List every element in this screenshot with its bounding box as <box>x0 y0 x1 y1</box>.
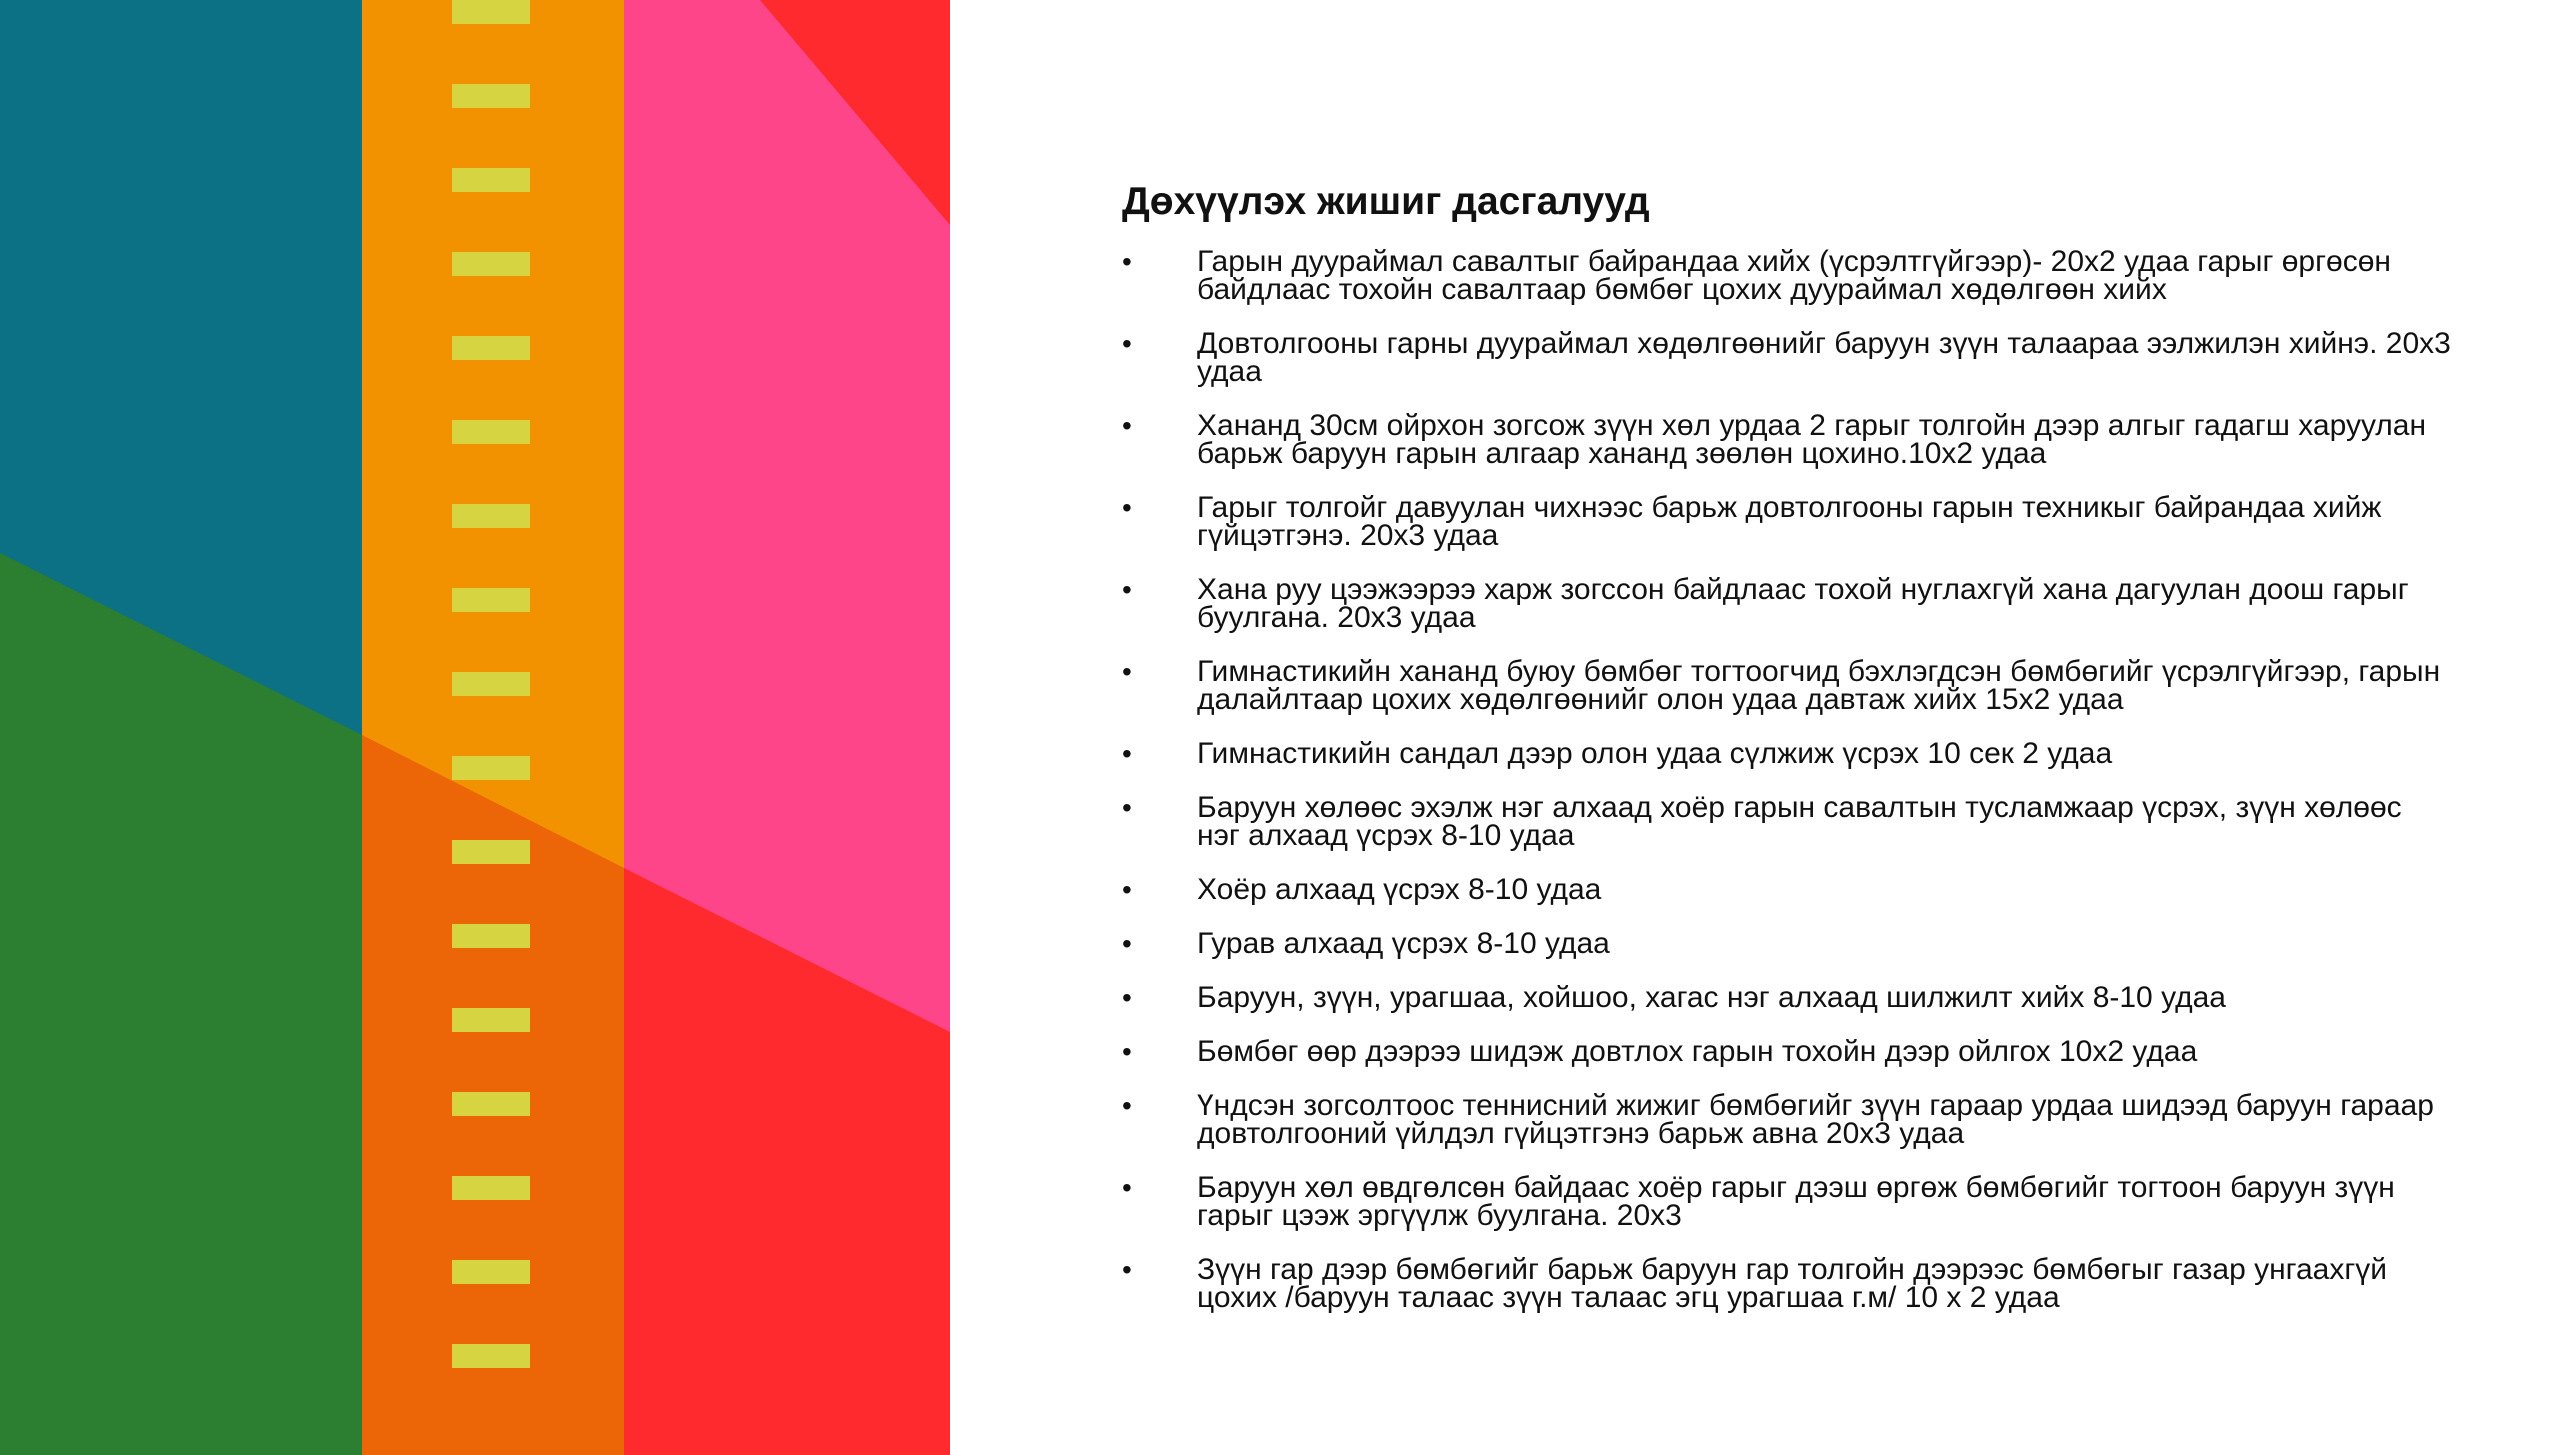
list-item <box>1122 1253 2452 1314</box>
bullet-icon: • <box>1122 928 1132 959</box>
list-item <box>1122 409 2452 470</box>
list-item-text: Хана руу цээжээрээ харж зогссон байдлаас тохой нуглахгүй хана дагуулан доош гарыг буулгана. 20х3 удаа <box>1197 573 2409 634</box>
bullet-icon: • <box>1122 574 1132 605</box>
bullet-icon: • <box>1122 874 1132 905</box>
bullet-icon: • <box>1122 410 1132 441</box>
stripe-dash <box>452 1260 530 1284</box>
list-item <box>1122 1171 2452 1232</box>
list-item-text: Довтолгооны гарны дуураймал хөдөлгөөнийг баруун зүүн талаараа ээлжилэн хийнэ. 20х3 удаа <box>1197 327 2451 388</box>
geometric-background-art <box>0 0 950 1455</box>
list-item <box>1122 737 2452 770</box>
list-item <box>1122 245 2452 306</box>
list-item-text: Гурав алхаад үсрэх 8-10 удаа <box>1197 927 1610 960</box>
list-item <box>1122 791 2452 852</box>
list-item-text: Хоёр алхаад үсрэх 8-10 удаа <box>1197 873 1602 906</box>
list-item-text: Гарын дуураймал савалтыг байрандаа хийх (үсрэлтгүйгээр)- 20х2 удаа гарыг өргөсөн байдлаас тохойн савалтаар бөмбөг цохих дуураймал хөдөлгөөн хийх <box>1197 245 2391 306</box>
list-item-text: Гарыг толгойг давуулан чихнээс барьж довтолгооны гарын техникыг байрандаа хийж гүйцэтгэнэ. 20х3 удаа <box>1197 491 2382 552</box>
stripe-dash <box>452 252 530 276</box>
stripe-dash <box>452 840 530 864</box>
stripe-dash <box>452 504 530 528</box>
list-item-text: Зүүн гар дээр бөмбөгийг барьж баруун гар толгойн дээрээс бөмбөгыг газар унгаахгүй цохих /баруун талаас зүүн талаас эгц урагшаа г.м/ 10 х 2 удаа <box>1197 1253 2388 1314</box>
stripe-dash <box>452 1344 530 1368</box>
list-item <box>1122 1089 2452 1150</box>
list-item-text: Гимнастикийн сандал дээр олон удаа сүлжиж үсрэх 10 сек 2 удаа <box>1197 737 2113 770</box>
decorative-color-blocks <box>0 0 950 1455</box>
stripe-dash <box>452 84 530 108</box>
list-item <box>1122 927 2452 960</box>
list-item-text: Үндсэн зогсолтоос теннисний жижиг бөмбөгийг зүүн гараар урдаа шидээд баруун гараар довтолгооний үйлдэл гүйцэтгэнэ барьж авна 20х3 удаа <box>1197 1089 2434 1150</box>
list-item-text: Бөмбөг өөр дээрээ шидэж довтлох гарын тохойн дээр ойлгох 10х2 удаа <box>1197 1035 2198 1068</box>
list-item-text: Гимнастикийн хананд буюу бөмбөг тогтоогчид бэхлэгдсэн бөмбөгийг үсрэлгүйгээр, гарын далайлтаар цохих хөдөлгөөнийг олон удаа давтаж хийх 15х2 удаа <box>1197 655 2441 716</box>
bullet-icon: • <box>1122 1254 1132 1285</box>
stripe-dash <box>452 0 530 24</box>
slide-title: Дөхүүлэх жишиг дасгалууд <box>1122 180 1650 223</box>
slide-content <box>1122 180 2452 1338</box>
list-item-text: Баруун, зүүн, урагшаа, хойшоо, хагас нэг алхаад шилжилт хийх 8-10 удаа <box>1197 981 2226 1014</box>
stripe-dash <box>452 168 530 192</box>
stripe-dash <box>452 924 530 948</box>
stripe-dash <box>452 336 530 360</box>
bullet-icon: • <box>1122 792 1132 823</box>
stripe-dash <box>452 672 530 696</box>
bullet-icon: • <box>1122 492 1132 523</box>
stripe-dash <box>452 1092 530 1116</box>
list-item <box>1122 981 2452 1014</box>
bullet-icon: • <box>1122 328 1132 359</box>
stripe-dash <box>452 756 530 780</box>
list-item <box>1122 1035 2452 1068</box>
stripe-dash <box>452 1176 530 1200</box>
bullet-icon: • <box>1122 656 1132 687</box>
list-item-text: Баруун хөлөөс эхэлж нэг алхаад хоёр гарын савалтын тусламжаар үсрэх, зүүн хөлөөс нэг алхаад үсрэх 8-10 удаа <box>1197 791 2402 852</box>
exercise-list <box>1122 245 2452 1314</box>
bullet-icon: • <box>1122 246 1132 277</box>
stripe-dash <box>452 420 530 444</box>
list-item <box>1122 327 2452 388</box>
bullet-icon: • <box>1122 1090 1132 1121</box>
bullet-icon: • <box>1122 1172 1132 1203</box>
list-item <box>1122 573 2452 634</box>
list-item-text: Баруун хөл өвдгөлсөн байдаас хоёр гарыг дээш өргөж бөмбөгийг тогтоон баруун зүүн гарыг цээж эргүүлж буулгана. 20х3 <box>1197 1171 2395 1232</box>
list-item <box>1122 491 2452 552</box>
stripe-dash <box>452 1008 530 1032</box>
bullet-icon: • <box>1122 1036 1132 1067</box>
stripe-dash <box>452 588 530 612</box>
list-item <box>1122 873 2452 906</box>
bullet-icon: • <box>1122 738 1132 769</box>
bullet-icon: • <box>1122 982 1132 1013</box>
list-item <box>1122 655 2452 716</box>
list-item-text: Хананд 30см ойрхон зогсож зүүн хөл урдаа 2 гарыг толгойн дээр алгыг гадагш харуулан барьж баруун гарын алгаар хананд зөөлөн цохино.10х2 удаа <box>1197 409 2427 470</box>
